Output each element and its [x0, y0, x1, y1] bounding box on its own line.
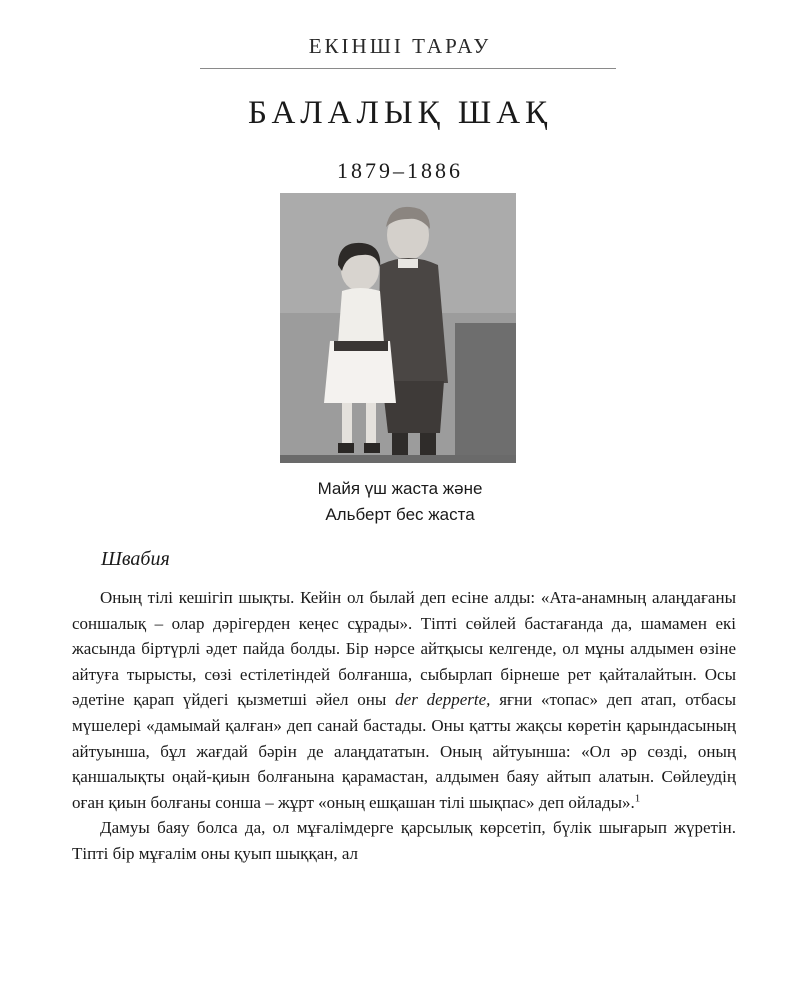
body-text — [72, 585, 736, 867]
footnote-marker[interactable]: 1 — [634, 792, 641, 805]
italic-term: der depperte, — [395, 690, 491, 710]
paragraph-text: Дамуы баяу болса да, ол мұғалімдерге қарсылық көрсетіп, бүлік шығарып жүретін. Тіпті бір мұғалім оны қуып шыққан, ал — [72, 818, 736, 863]
section-heading: Швабия — [101, 548, 170, 570]
paragraph-text: яғни «топас» деп атап, отбасы мүшелері «дамымай қалған» деп санай бастады. Оны қатты жақсы көретін қарындасының айтуынша, бұл жағдай бәрін де алаңдататын. Оның айтуынша: «Ол әр сөзді, оның қаншалықты оңай-қиын болғанына қарамастан, алдымен баяу айтып алатын. Сөйлеудің оған қиын болғаны сонша – жұрт «оның ешқашан тілі шықпас» деп ойлады». — [72, 690, 737, 812]
chapter-label: ЕКІНШІ ТАРАУ — [308, 34, 492, 58]
paragraph — [72, 815, 736, 866]
chapter-years: 1879–1886 — [337, 158, 463, 183]
paragraph — [72, 585, 736, 815]
childhood-photo — [280, 193, 516, 463]
caption-line-2: Альберт бес жаста — [325, 505, 475, 524]
caption-line-1: Майя үш жаста және — [317, 479, 483, 498]
paragraph-text: Оның тілі кешігіп шықты. Кейін ол былай деп есіне алды: «Ата-анамның алаңдағаны соншалық – олар дәрігерден кеңес сұрады». Тіпті сөйлей бастағанда да, шамамен екі жасында біртүрлі әдет пайда болды. Бір нәрсе айтқысы келгенде, ол мұны алдымен өзіне айтуға тырысты, сөзі естілетіндей болғанша, сыбырлап бірнеше рет қайталайтын. Осы әдетіне қарап үйдегі қызметші әйел оны — [72, 588, 736, 710]
photo-caption — [0, 476, 800, 528]
header-divider — [200, 68, 616, 69]
chapter-title: БАЛАЛЫҚ ШАҚ — [247, 95, 553, 131]
photo-illustration — [280, 193, 516, 463]
